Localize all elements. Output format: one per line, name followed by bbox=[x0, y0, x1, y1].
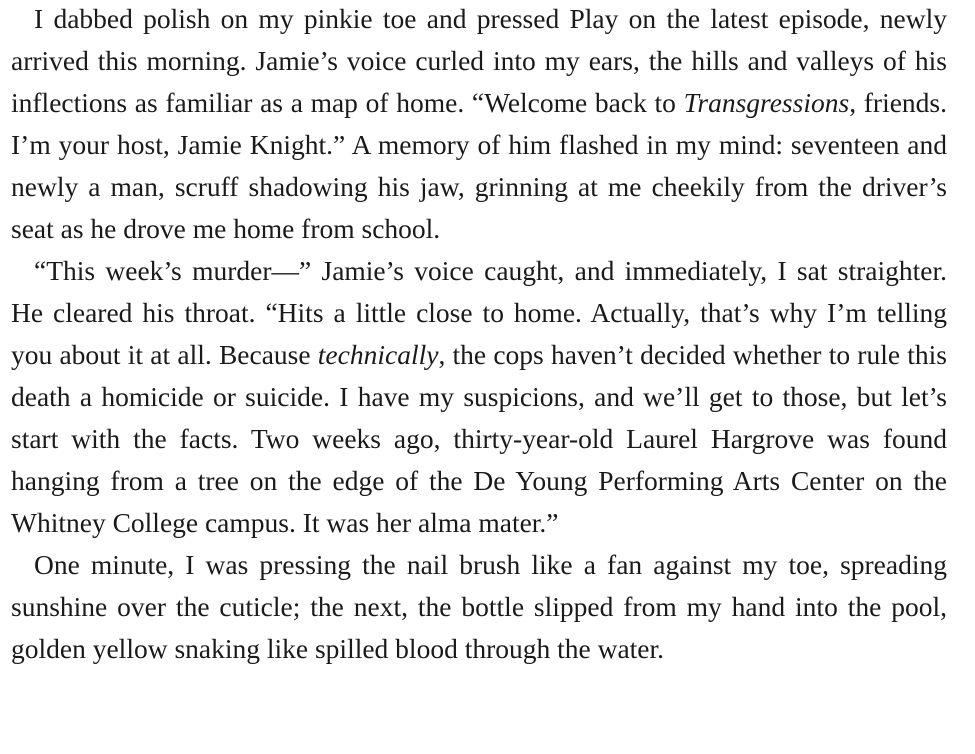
paragraph-1-italic-title: Transgressions bbox=[683, 87, 850, 118]
paragraph-1 bbox=[11, 0, 947, 250]
paragraph-3 bbox=[11, 544, 947, 670]
paragraph-2 bbox=[11, 250, 947, 544]
paragraph-3-text: One minute, I was pressing the nail brush like a fan against my toe, spreading sunshine over the cuticle; the next, the bottle slipped from my hand into the pool, golden yellow snaking like spilled blood through the water. bbox=[11, 549, 947, 664]
paragraph-2-italic-word: technically bbox=[317, 339, 439, 370]
paragraph-2-text: “This week’s murder—” Jamie’s voice caught, and immediately, I sat straighter. He cleared his throat. “Hits a little close to home. Actually, that’s why I’m telling you about it at all. Because bbox=[11, 255, 947, 370]
paragraph-1-text-continued: , friends. I’m your host, Jamie Knight.” A memory of him flashed in my mind: seventeen and newly a man, scruff shadowing his jaw, grinning at me cheekily from the driver’s seat as he drove me home from school. bbox=[11, 87, 947, 244]
paragraph-2-text-continued: , the cops haven’t decided whether to rule this death a homicide or suicide. I have my suspicions, and we’ll get to those, but let’s start with the facts. Two weeks ago, thirty-year-old Laurel Hargrove was found hanging from a tree on the edge of the De Young Performing Arts Center on the Whitney College campus. It was her alma mater.” bbox=[11, 339, 948, 538]
paragraph-1-text: I dabbed polish on my pinkie toe and pressed Play on the latest episode, newly arrived this morning. Jamie’s voice curled into my ears, the hills and valleys of his inflections as familiar as a map of home. “Welcome back to bbox=[11, 3, 947, 118]
